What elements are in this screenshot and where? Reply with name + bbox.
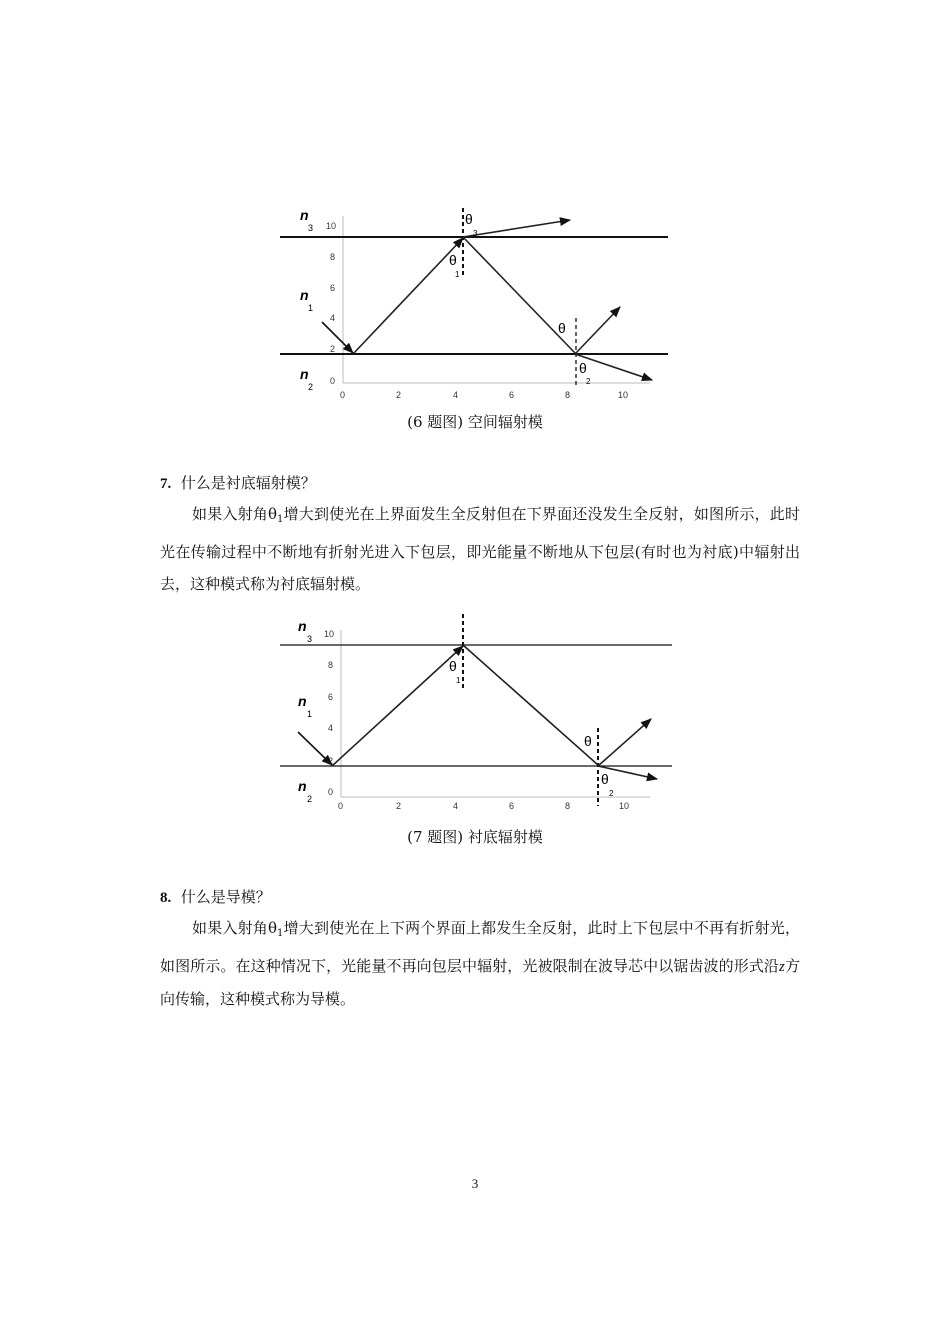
theta-bottom-label: θ — [584, 733, 592, 749]
q8-text-b: 增大到使光在上下两个界面上都发生全反射，此时上下包层中不再有折射光，如图所示。在这种情况下，光能量不再向包层中辐射，光被限制在波导芯中以锯齿波的形式沿 — [160, 919, 800, 975]
y-tick-10: 10 — [324, 629, 335, 639]
x-tick-2: 2 — [396, 390, 402, 400]
x-tick-6: 6 — [509, 390, 515, 400]
y-tick-6: 6 — [328, 692, 334, 702]
core-ray-down — [463, 645, 598, 765]
core-ray-up — [332, 646, 463, 766]
question-7-answer — [160, 498, 800, 600]
n1-label: n — [300, 287, 309, 303]
question-8-number: 8. — [160, 890, 172, 906]
page-number: 3 — [471, 1176, 479, 1191]
figure-6-diagram — [270, 200, 690, 400]
incident-ray — [298, 732, 332, 765]
figure-7-diagram — [270, 612, 690, 812]
x-tick-0: 0 — [338, 801, 344, 811]
q7-theta-sub: 1 — [277, 514, 284, 525]
theta1-label: θ — [449, 252, 457, 268]
q7-text-b: 增大到使光在上界面发生全反射但在下界面还没发生全反射，如图所示，此时光在传输过程中不断地有折射光进入下包层，即光能量不断地从下包层(有时也为衬底)中辐射出去，这种模式称为衬底辐射模。 — [160, 505, 800, 593]
question-7-heading — [160, 472, 316, 493]
question-8-title: 什么是导模？ — [180, 888, 271, 906]
figure-7 — [270, 612, 690, 812]
q8-z-variable: z — [779, 959, 785, 975]
theta1-sub: 1 — [455, 270, 460, 279]
n3-sub: 3 — [308, 223, 314, 233]
reflected-ray-bottom — [575, 307, 620, 354]
n3-label: n — [300, 207, 309, 223]
y-tick-8: 8 — [330, 252, 336, 262]
y-tick-2: 2 — [330, 344, 336, 354]
figure-6 — [270, 200, 690, 400]
refracted-ray-top — [463, 220, 570, 237]
x-tick-10: 10 — [618, 390, 629, 400]
theta3-label: θ — [465, 211, 473, 227]
n2-label: n — [298, 778, 307, 794]
y-tick-6: 6 — [330, 283, 336, 293]
y-tick-0: 0 — [330, 376, 336, 386]
question-8-heading — [160, 886, 271, 907]
n1-sub: 1 — [307, 709, 313, 719]
y-tick-labels — [324, 629, 334, 797]
reflected-ray-bottom — [598, 719, 651, 766]
x-tick-8: 8 — [565, 390, 571, 400]
theta-bottom-label: θ — [558, 320, 566, 336]
question-7-title: 什么是衬底辐射模？ — [180, 474, 316, 492]
x-tick-10: 10 — [619, 801, 630, 811]
q8-theta-sub: 1 — [277, 928, 284, 939]
n1-label: n — [298, 693, 307, 709]
y-tick-4: 4 — [328, 723, 334, 733]
n2-label: n — [300, 366, 309, 382]
theta3-sub: 3 — [473, 229, 478, 238]
q7-text-a: 如果入射角θ — [192, 505, 278, 523]
theta2-sub: 2 — [586, 377, 591, 386]
x-tick-0: 0 — [340, 390, 346, 400]
theta2-label: θ — [601, 771, 609, 787]
y-tick-8: 8 — [328, 660, 334, 670]
y-tick-labels — [326, 221, 336, 386]
x-tick-6: 6 — [509, 801, 515, 811]
n2-sub: 2 — [307, 794, 313, 804]
x-tick-2: 2 — [396, 801, 402, 811]
n2-sub: 2 — [308, 382, 314, 392]
y-tick-10: 10 — [326, 221, 337, 231]
theta2-label: θ — [579, 360, 587, 376]
theta1-label: θ — [449, 658, 457, 674]
figure-7-caption: (7 题图) 衬底辐射模 — [407, 828, 543, 846]
y-tick-2: 2 — [328, 756, 334, 766]
x-tick-8: 8 — [565, 801, 571, 811]
n3-sub: 3 — [307, 634, 313, 644]
x-tick-4: 4 — [453, 801, 459, 811]
x-tick-4: 4 — [453, 390, 459, 400]
question-7-number: 7. — [160, 476, 172, 492]
y-tick-4: 4 — [330, 313, 336, 323]
q8-text-a: 如果入射角θ — [192, 919, 278, 937]
theta1-sub: 1 — [456, 676, 461, 685]
core-ray-up — [353, 238, 463, 354]
figure-6-caption: (6 题图) 空间辐射模 — [407, 413, 543, 431]
x-tick-labels — [340, 390, 628, 400]
n3-label: n — [298, 618, 307, 634]
y-tick-0: 0 — [328, 787, 334, 797]
n1-sub: 1 — [308, 303, 314, 313]
theta2-sub: 2 — [609, 789, 614, 798]
incident-ray — [322, 322, 353, 353]
q8-text-c: 方向传输，这种模式称为导模。 — [160, 957, 800, 1008]
question-8-answer — [160, 912, 800, 1015]
x-tick-labels — [338, 801, 629, 811]
